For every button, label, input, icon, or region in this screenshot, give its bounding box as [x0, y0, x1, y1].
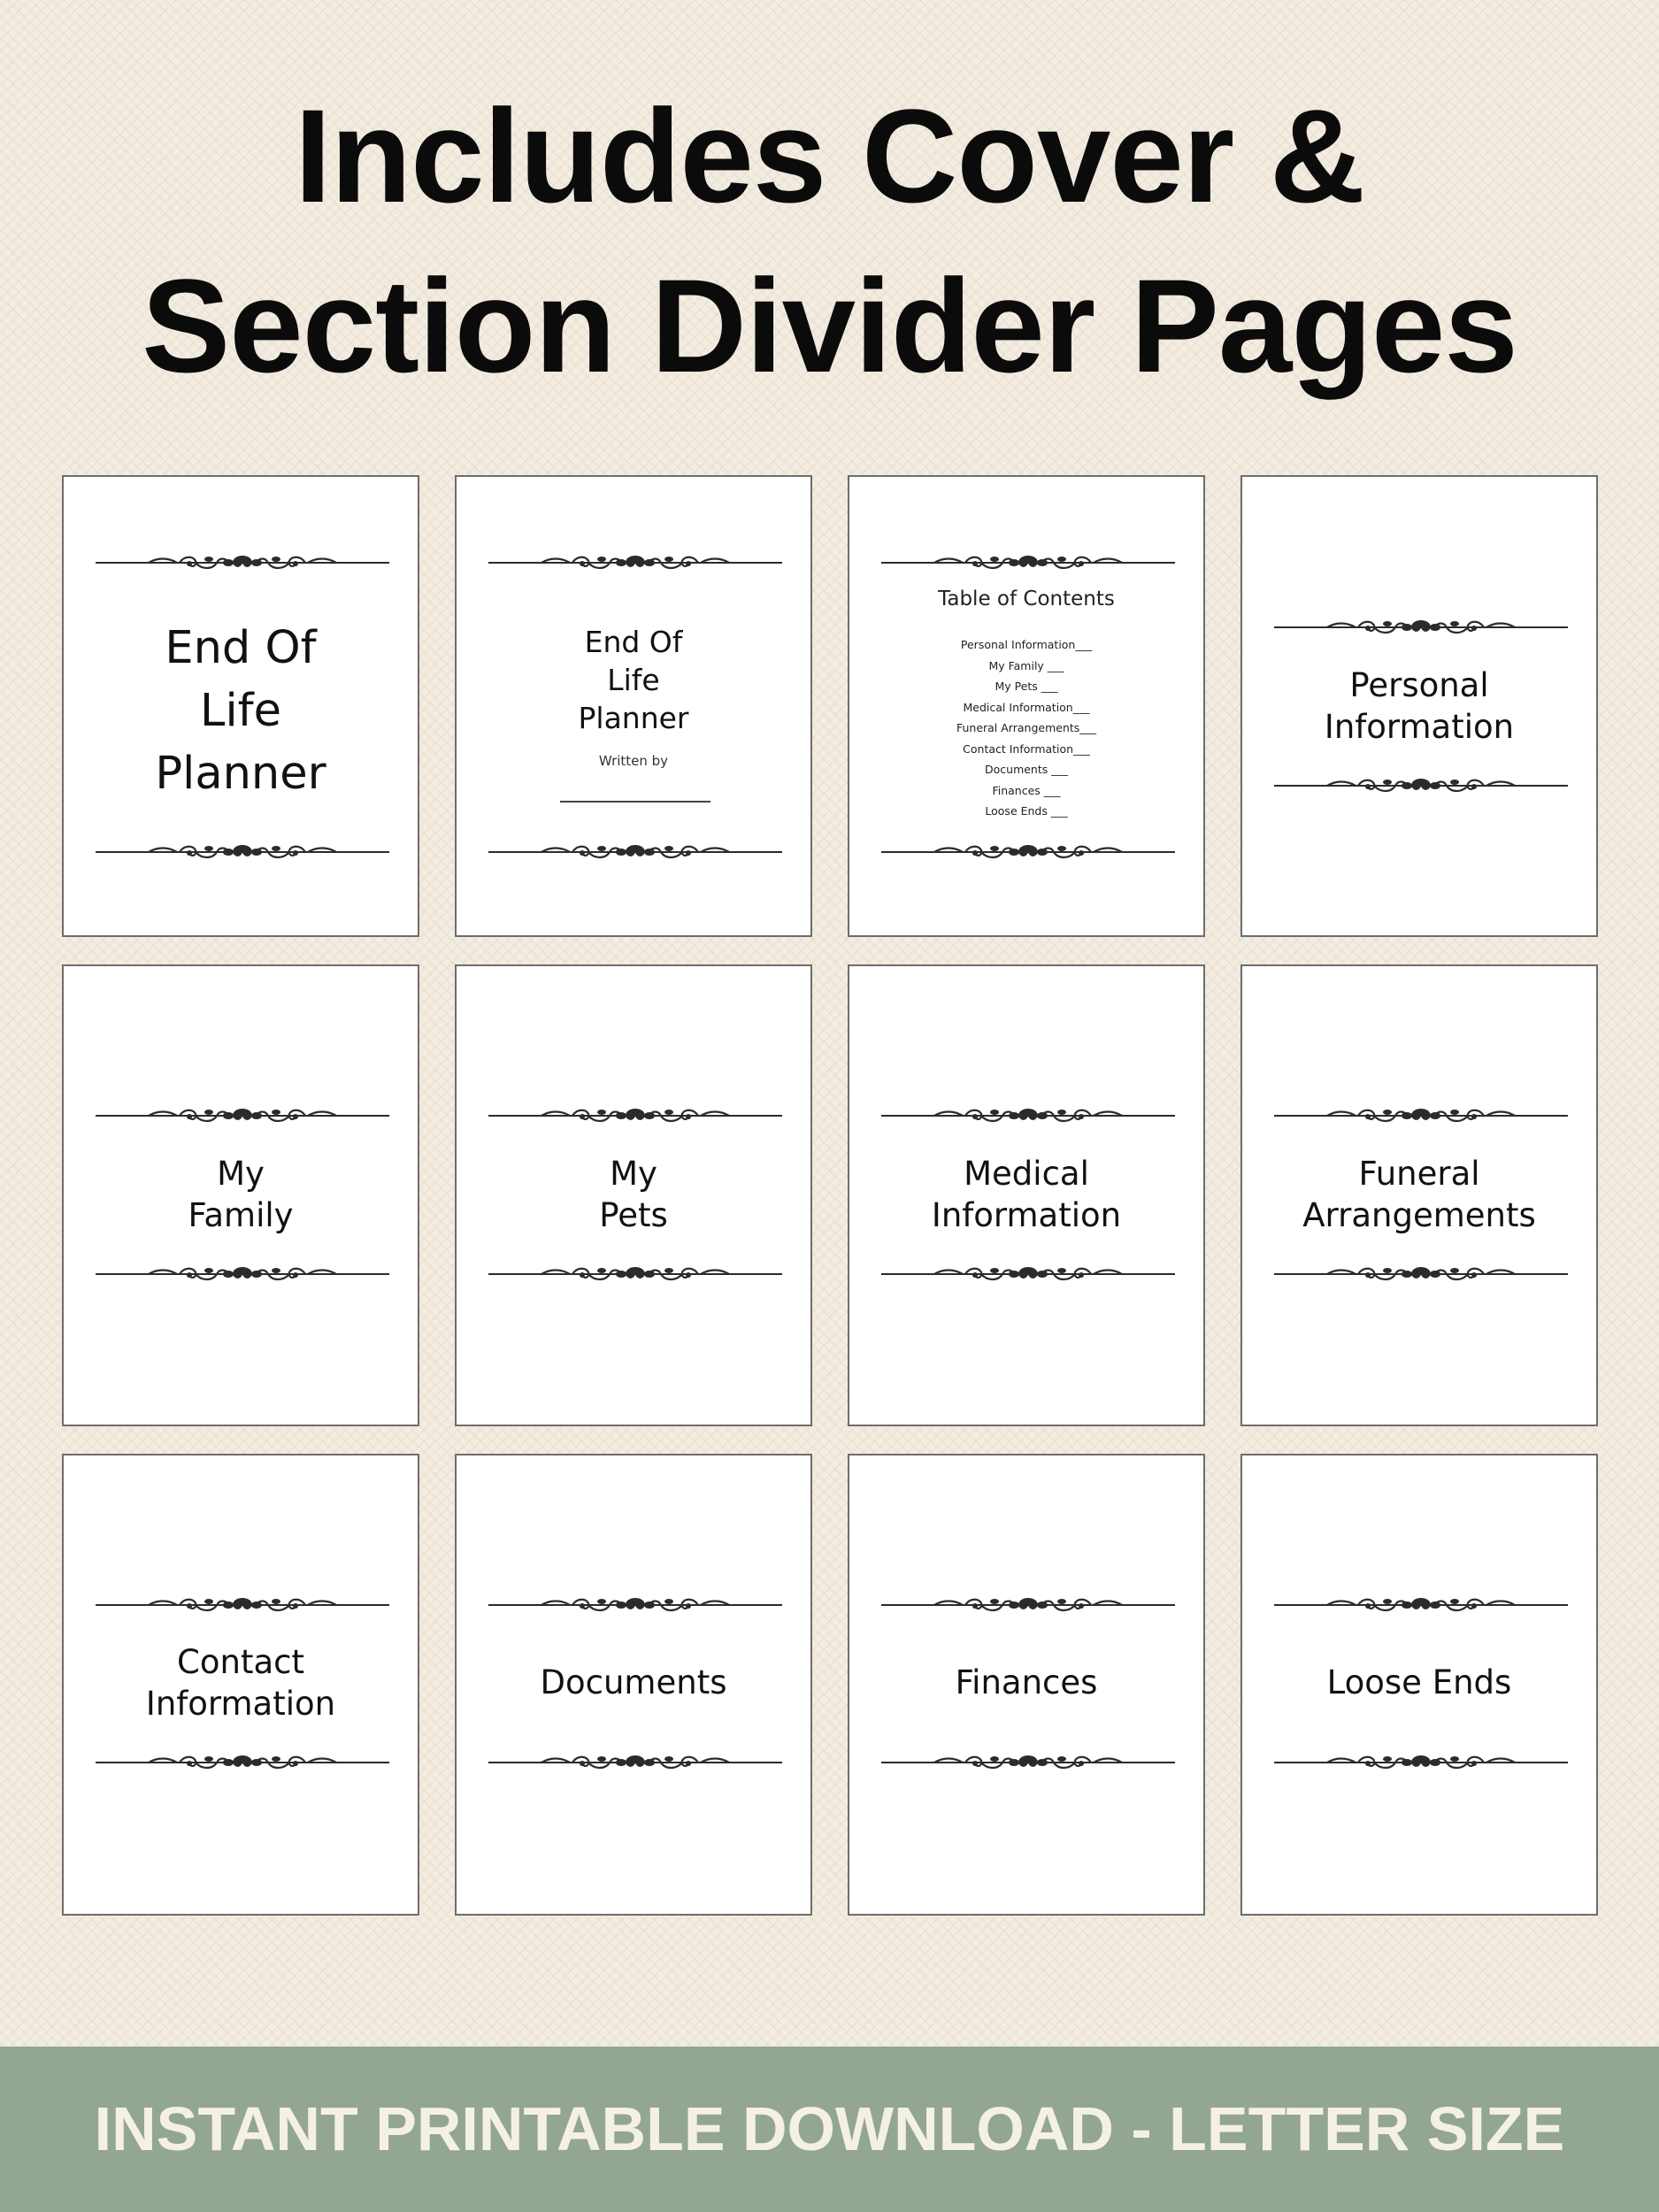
headline [0, 71, 1659, 411]
flourish-divider-icon [96, 1752, 389, 1773]
flourish-divider-icon [96, 552, 389, 573]
flourish-divider-icon [488, 1594, 782, 1616]
toc-item: My Pets ___ [995, 680, 1058, 693]
flourish-divider-icon [488, 841, 782, 863]
signature-line [560, 801, 710, 803]
divider-page-finances [848, 1454, 1205, 1916]
flourish-divider-icon [881, 1594, 1175, 1616]
toc-list [849, 634, 1203, 822]
flourish-divider-icon [96, 841, 389, 863]
flourish-divider-icon [96, 1105, 389, 1126]
flourish-divider-icon [881, 552, 1175, 573]
inner-cover-title: End Of Life Planner [578, 625, 689, 735]
toc-item: Finances ___ [992, 783, 1061, 797]
footer-banner [0, 2047, 1659, 2212]
flourish-divider-icon [96, 1263, 389, 1285]
cover-page [62, 475, 419, 937]
divider-title: Personal Information [1324, 666, 1515, 746]
flourish-divider-icon [1274, 1105, 1568, 1126]
divider-page-documents [455, 1454, 812, 1916]
divider-page-my-pets [455, 964, 812, 1426]
divider-title: Contact Information [145, 1643, 336, 1723]
page-preview-grid [62, 475, 1598, 1916]
flourish-divider-icon [1274, 775, 1568, 796]
divider-title: My Pets [599, 1155, 668, 1234]
divider-page-my-family [62, 964, 419, 1426]
divider-page-funeral-arrangements [1240, 964, 1598, 1426]
flourish-divider-icon [1274, 1752, 1568, 1773]
flourish-divider-icon [96, 1594, 389, 1616]
flourish-divider-icon [1274, 1263, 1568, 1285]
divider-title: Funeral Arrangements [1302, 1155, 1536, 1234]
cover-title: End Of Life Planner [155, 622, 326, 800]
flourish-divider-icon [881, 1263, 1175, 1285]
headline-line-2: Section Divider Pages [142, 251, 1517, 400]
flourish-divider-icon [488, 1263, 782, 1285]
divider-title: Medical Information [931, 1155, 1122, 1234]
divider-page-loose-ends [1240, 1454, 1598, 1916]
divider-title: Documents [540, 1663, 727, 1701]
flourish-divider-icon [488, 1752, 782, 1773]
divider-page-medical-information [848, 964, 1205, 1426]
divider-title: My Family [188, 1155, 294, 1234]
toc-item: My Family ___ [988, 658, 1064, 672]
flourish-divider-icon [881, 1752, 1175, 1773]
footer-text: INSTANT PRINTABLE DOWNLOAD - LETTER SIZE [94, 2094, 1565, 2163]
divider-page-personal-information [1240, 475, 1598, 937]
written-by-label: Written by [598, 753, 669, 769]
flourish-divider-icon [488, 552, 782, 573]
flourish-divider-icon [1274, 617, 1568, 638]
flourish-divider-icon [881, 1105, 1175, 1126]
toc-title: Table of Contents [938, 588, 1115, 611]
flourish-divider-icon [488, 1105, 782, 1126]
toc-item: Medical Information___ [963, 700, 1090, 714]
inner-cover-page [455, 475, 812, 937]
divider-title: Finances [955, 1663, 1098, 1701]
toc-item: Funeral Arrangements___ [956, 721, 1097, 734]
headline-line-1: Includes Cover & [294, 81, 1365, 230]
divider-title: Loose Ends [1326, 1663, 1512, 1701]
table-of-contents-page [848, 475, 1205, 937]
toc-item: Documents ___ [985, 763, 1068, 776]
toc-item: Personal Information___ [960, 638, 1093, 651]
toc-item: Loose Ends ___ [985, 804, 1068, 818]
divider-page-contact-information [62, 1454, 419, 1916]
toc-item: Contact Information___ [963, 741, 1090, 756]
flourish-divider-icon [881, 841, 1175, 863]
flourish-divider-icon [1274, 1594, 1568, 1616]
